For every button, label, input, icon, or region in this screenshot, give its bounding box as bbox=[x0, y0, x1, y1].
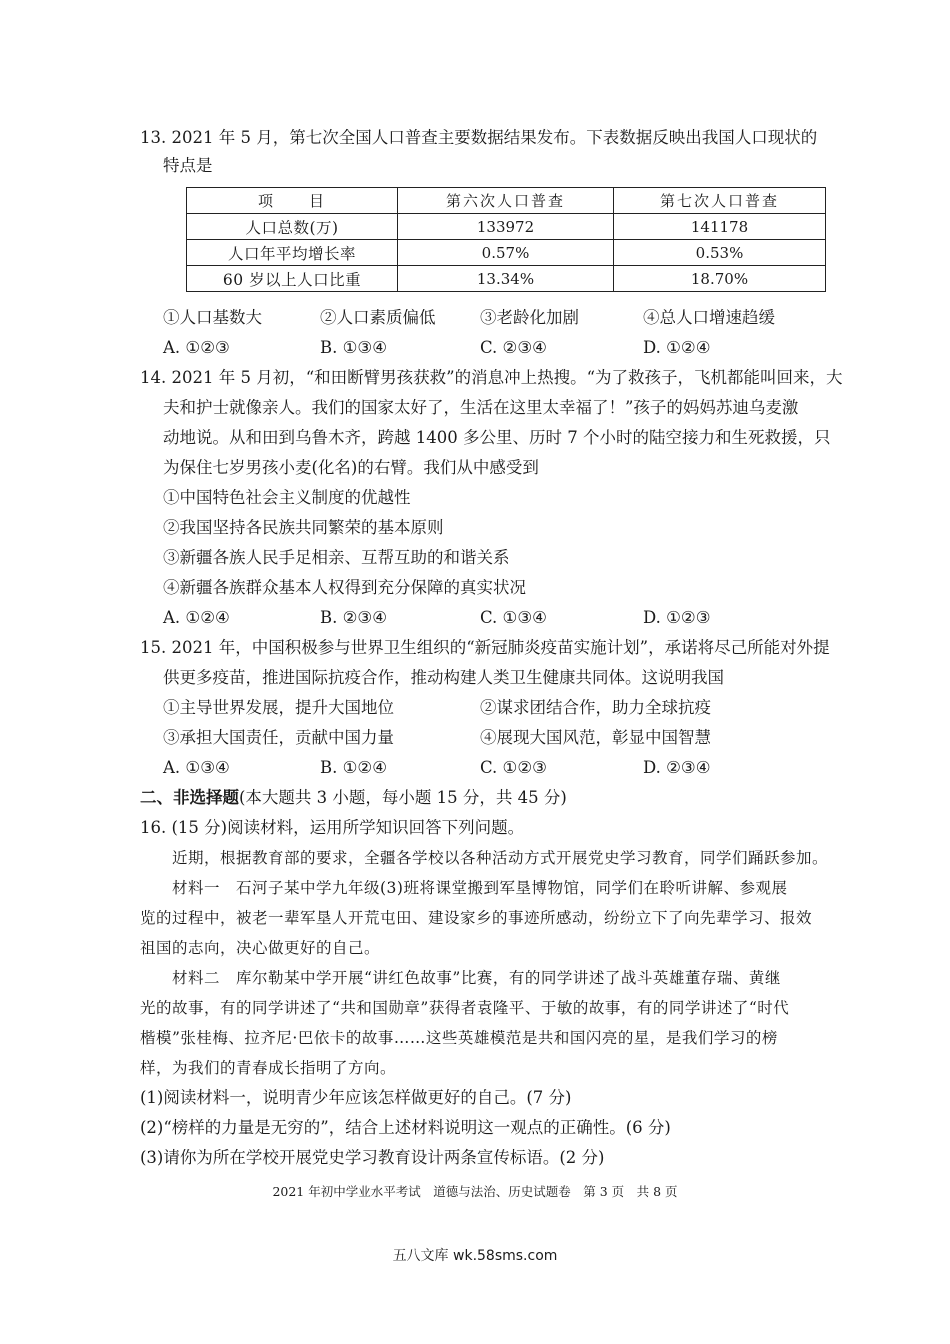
q16-subquestion-2: (2)“榜样的力量是无穷的”，结合上述材料说明这一观点的正确性。(6 分) bbox=[140, 1118, 671, 1137]
q15-stem-line-1: 15. 2021 年，中国积极参与世界卫生组织的“新冠肺炎疫苗实施计划”，承诺将尽己所能对外提 bbox=[140, 638, 830, 657]
q16-material1-line-2: 览的过程中，被老一辈军垦人开荒屯田、建设家乡的事迹所感动，纷纷立下了向先辈学习、报效 bbox=[140, 909, 813, 927]
q15-choice-b: B. ①②④ bbox=[320, 758, 387, 777]
q15-item-2: ②谋求团结合作，助力全球抗疫 bbox=[480, 698, 711, 717]
q14-choice-a: A. ①②④ bbox=[163, 608, 230, 627]
q16-material1-line-3: 祖国的志向，决心做更好的自己。 bbox=[140, 939, 381, 957]
table-cell: 141178 bbox=[614, 214, 826, 240]
table-cell: 0.53% bbox=[614, 240, 826, 266]
q14-choice-b: B. ②③④ bbox=[320, 608, 387, 627]
q16-material2-line-2: 光的故事，有的同学讲述了“共和国勋章”获得者袁隆平、于敏的故事，有的同学讲述了“时代 bbox=[140, 999, 790, 1017]
q15-item-1: ①主导世界发展，提升大国地位 bbox=[163, 698, 394, 717]
population-census-table bbox=[186, 187, 826, 292]
q13-item-4: ④总人口增速趋缓 bbox=[643, 308, 775, 327]
q15-choice-c: C. ①②③ bbox=[480, 758, 547, 777]
section-title: 二、非选择题 bbox=[140, 788, 239, 807]
q13-item-3: ③老龄化加剧 bbox=[480, 308, 579, 327]
q15-choice-d: D. ②③④ bbox=[643, 758, 711, 777]
table-row bbox=[187, 266, 826, 292]
table-header-row bbox=[187, 188, 826, 214]
table-cell: 18.70% bbox=[614, 266, 826, 292]
q13-choice-a: A. ①②③ bbox=[163, 338, 230, 357]
q16-subquestion-3: (3)请你为所在学校开展党史学习教育设计两条宣传标语。(2 分) bbox=[140, 1148, 605, 1167]
table-cell: 人口总数(万) bbox=[187, 214, 398, 240]
q14-item-1: ①中国特色社会主义制度的优越性 bbox=[163, 488, 411, 507]
section-note: (本大题共 3 小题，每小题 15 分，共 45 分) bbox=[239, 788, 567, 807]
q13-item-2: ②人口素质偏低 bbox=[320, 308, 436, 327]
q16-material2-line-3: 楷模”张桂梅、拉齐尼·巴依卡的故事……这些英雄模范是共和国闪亮的星，是我们学习的榜 bbox=[140, 1029, 778, 1047]
page-footer: 2021 年初中学业水平考试 道德与法治、历史试题卷 第 3 页 共 8 页 bbox=[272, 1184, 678, 1199]
section-heading bbox=[140, 787, 567, 809]
q16-intro: 近期，根据教育部的要求，全疆各学校以各种活动方式开展党史学习教育，同学们踊跃参加。 bbox=[172, 849, 829, 867]
q14-item-4: ④新疆各族群众基本人权得到充分保障的真实状况 bbox=[163, 578, 526, 597]
table-header-seventh-census: 第七次人口普查 bbox=[614, 188, 826, 214]
q14-stem-line-1: 14. 2021 年 5 月初，“和田断臂男孩获救”的消息冲上热搜。“为了救孩子，飞机都能叫回来，大 bbox=[140, 368, 843, 387]
q13-stem-line-1: 13. 2021 年 5 月，第七次全国人口普查主要数据结果发布。下表数据反映出我国人口现状的 bbox=[140, 128, 818, 147]
table-cell: 60 岁以上人口比重 bbox=[187, 266, 398, 292]
q16-material2-line-4: 样，为我们的青春成长指明了方向。 bbox=[140, 1059, 397, 1077]
table-cell: 人口年平均增长率 bbox=[187, 240, 398, 266]
table-row bbox=[187, 240, 826, 266]
q13-choice-d: D. ①②④ bbox=[643, 338, 711, 357]
q14-item-3: ③新疆各族人民手足相亲、互帮互助的和谐关系 bbox=[163, 548, 510, 567]
table-cell: 0.57% bbox=[398, 240, 614, 266]
q16-material1-line-1: 材料一 石河子某中学九年级(3)班将课堂搬到军垦博物馆，同学们在聆听讲解、参观展 bbox=[172, 879, 788, 897]
site-watermark: 五八文库 wk.58sms.com bbox=[392, 1248, 558, 1264]
table-cell: 133972 bbox=[398, 214, 614, 240]
q14-stem-line-3: 动地说。从和田到乌鲁木齐，跨越 1400 多公里、历时 7 个小时的陆空接力和生死救援，只 bbox=[163, 428, 831, 447]
q15-choice-a: A. ①③④ bbox=[163, 758, 230, 777]
q13-choice-c: C. ②③④ bbox=[480, 338, 547, 357]
q14-choice-c: C. ①③④ bbox=[480, 608, 547, 627]
q15-item-4: ④展现大国风范，彰显中国智慧 bbox=[480, 728, 711, 747]
q14-item-2: ②我国坚持各民族共同繁荣的基本原则 bbox=[163, 518, 444, 537]
q13-item-1: ①人口基数大 bbox=[163, 308, 262, 327]
q13-choice-b: B. ①③④ bbox=[320, 338, 387, 357]
q15-stem-line-2: 供更多疫苗，推进国际抗疫合作，推动构建人类卫生健康共同体。这说明我国 bbox=[163, 668, 724, 687]
table-cell: 13.34% bbox=[398, 266, 614, 292]
table-row bbox=[187, 214, 826, 240]
q14-choice-d: D. ①②③ bbox=[643, 608, 711, 627]
q13-stem-line-2: 特点是 bbox=[163, 156, 213, 175]
q15-item-3: ③承担大国责任，贡献中国力量 bbox=[163, 728, 394, 747]
q14-stem-line-2: 夫和护士就像亲人。我们的国家太好了，生活在这里太幸福了！”孩子的妈妈苏迪乌麦激 bbox=[163, 398, 799, 417]
q16-subquestion-1: (1)阅读材料一，说明青少年应该怎样做更好的自己。(7 分) bbox=[140, 1088, 572, 1107]
table-header-sixth-census: 第六次人口普查 bbox=[398, 188, 614, 214]
table-header-item: 项 目 bbox=[187, 188, 398, 214]
q14-stem-line-4: 为保住七岁男孩小麦(化名)的右臂。我们从中感受到 bbox=[163, 458, 539, 477]
q16-stem: 16. (15 分)阅读材料，运用所学知识回答下列问题。 bbox=[140, 818, 525, 837]
q16-material2-line-1: 材料二 库尔勒某中学开展“讲红色故事”比赛，有的同学讲述了战斗英雄董存瑞、黄继 bbox=[172, 969, 781, 987]
